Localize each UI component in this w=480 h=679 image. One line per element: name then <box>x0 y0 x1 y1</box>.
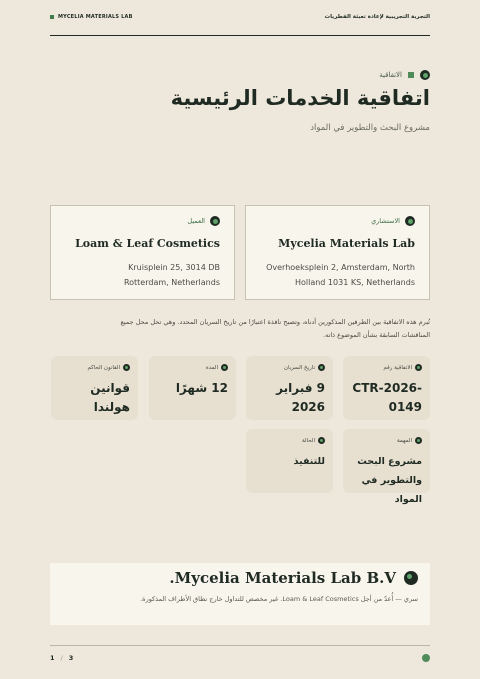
consultant-address <box>260 260 415 290</box>
bullet-dot-icon <box>318 364 325 371</box>
signature-header <box>62 569 418 587</box>
field-label <box>59 364 130 371</box>
field-label-text: المهمة <box>396 437 412 444</box>
document-running-title: التجربة التجريبية لإعادة تعبئة الفطريات <box>324 14 430 20</box>
field-value: قوانين هولندا <box>90 381 130 414</box>
field-label-text: الحالة <box>301 437 315 444</box>
field-label <box>254 437 325 444</box>
brand <box>50 14 133 20</box>
field-label-text: الاتفاقية رقم <box>383 364 412 371</box>
consultant-address-line1: Overhoeksplein 2, Amsterdam, North <box>266 263 415 272</box>
confidentiality-note: سري — أُعدّ من أجل Loam & Leaf Cosmetics. غير مخصص للتداول خارج نطاق الأطراف المذكورة. <box>140 595 418 603</box>
footer-dot-icon <box>422 654 430 662</box>
consultant-card <box>245 205 430 300</box>
page-header <box>50 14 430 36</box>
client-role <box>65 216 220 226</box>
bullet-dot-icon <box>405 216 415 226</box>
page-subtitle: مشروع البحث والتطوير في المواد <box>310 123 430 133</box>
kicker-square-icon <box>408 72 414 78</box>
field-label <box>351 364 422 371</box>
brand-name: MYCELIA MATERIALS LAB <box>58 14 133 20</box>
page-title: اتفاقية الخدمات الرئيسية <box>170 86 430 110</box>
field-mission <box>343 429 430 505</box>
consultant-name: Mycelia Materials Lab <box>278 237 415 250</box>
page-total: 3 <box>68 654 74 662</box>
page-separator: / <box>60 654 63 662</box>
kicker-label: الاتفاقية <box>379 71 402 79</box>
brand-square-icon <box>50 15 54 19</box>
consultant-role-label: الاستشاري <box>371 217 400 225</box>
client-address-line1: Kruisplein 25, 3014 DB <box>128 263 220 272</box>
client-address <box>65 260 220 290</box>
signature-block <box>50 563 430 625</box>
field-term <box>149 356 236 420</box>
section-kicker <box>379 70 430 80</box>
field-label-text: المدة <box>205 364 218 371</box>
client-name: Loam & Leaf Cosmetics <box>75 237 220 250</box>
consultant-address-line2: Holland 1031 KS, Netherlands <box>294 278 415 287</box>
client-card <box>50 205 235 300</box>
page-footer <box>50 645 430 662</box>
field-value: 12 شهرًا <box>175 381 228 395</box>
bullet-dot-icon <box>420 70 430 80</box>
seal-dot-icon <box>404 571 418 585</box>
field-agreement-number <box>343 356 430 420</box>
client-address-line2: Rotterdam, Netherlands <box>123 278 220 287</box>
field-label-text: القانون الحاكم <box>87 364 120 371</box>
page-number <box>50 654 73 662</box>
field-label <box>254 364 325 371</box>
field-label <box>351 437 422 444</box>
bullet-dot-icon <box>415 364 422 371</box>
field-status <box>246 429 333 493</box>
client-role-label: العميل <box>187 217 205 225</box>
signatory-name: Mycelia Materials Lab B.V. <box>169 569 396 587</box>
bullet-dot-icon <box>318 437 325 444</box>
bullet-dot-icon <box>415 437 422 444</box>
field-value: CTR-2026-0149 <box>352 381 422 414</box>
field-label-text: تاريخ السريان <box>283 364 315 371</box>
consultant-role <box>260 216 415 226</box>
field-governing-law <box>51 356 138 420</box>
bullet-dot-icon <box>123 364 130 371</box>
bullet-dot-icon <box>210 216 220 226</box>
agreement-intro: تُبرم هذه الاتفاقية بين الطرفين المذكورين أدناه، وتصبح نافذة اعتبارًا من تاريخ السريان المحدد. وهي تحل محل جميع المناقشات السابقة بشأن الموضوع ذاته. <box>120 318 430 339</box>
field-label <box>157 364 228 371</box>
field-effective-date <box>246 356 333 420</box>
page-current: 1 <box>50 654 55 662</box>
field-value: 9 فبراير 2026 <box>276 381 325 414</box>
bullet-dot-icon <box>221 364 228 371</box>
field-value: للتنفيذ <box>293 456 325 467</box>
field-value: مشروع البحث والتطوير في المواد <box>357 456 422 505</box>
